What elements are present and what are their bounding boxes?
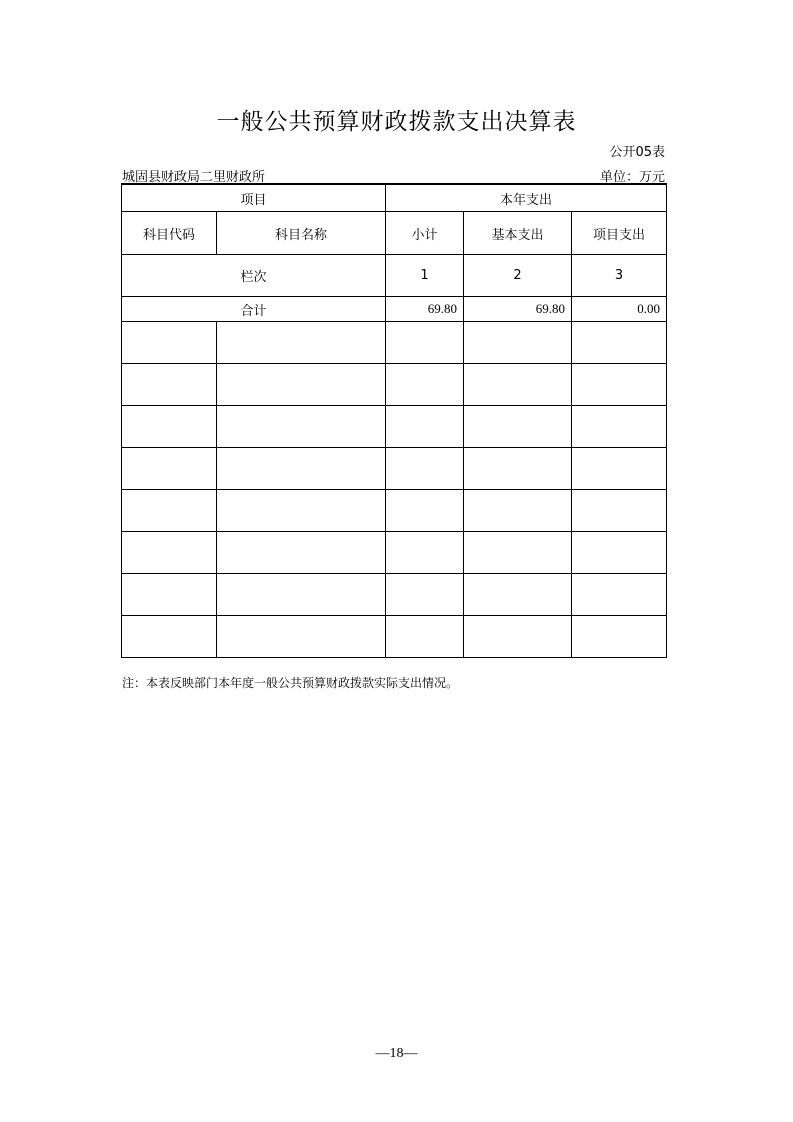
table-row: [122, 448, 667, 490]
table-cell: [217, 574, 386, 616]
table-cell: [386, 406, 464, 448]
table-cell: [464, 574, 572, 616]
column-number-2: 2: [464, 255, 572, 297]
header-project-expense: 项目支出: [572, 212, 667, 255]
expense-table: [121, 183, 667, 658]
header-row-2: [122, 212, 667, 255]
total-basic-expense: 69.80: [464, 297, 572, 322]
table-cell: [464, 616, 572, 658]
table-cell: [464, 322, 572, 364]
table-row: [122, 532, 667, 574]
table-row: [122, 322, 667, 364]
table-cell: [386, 322, 464, 364]
table-cell: [464, 448, 572, 490]
table-cell: [572, 364, 667, 406]
column-number-3: 3: [572, 255, 667, 297]
total-project-expense: 0.00: [572, 297, 667, 322]
table-row: [122, 490, 667, 532]
table-cell: [572, 406, 667, 448]
header-row-1: [122, 184, 667, 212]
table-cell: [122, 532, 217, 574]
table-cell: [217, 490, 386, 532]
table-cell: [122, 574, 217, 616]
table-cell: [386, 574, 464, 616]
table-cell: [464, 406, 572, 448]
table-cell: [217, 322, 386, 364]
table-cell: [572, 448, 667, 490]
page-number: —18—: [375, 1046, 418, 1061]
header-subtotal: 小计: [386, 212, 464, 255]
table-cell: [217, 616, 386, 658]
unit-label: 单位：万元: [599, 170, 665, 185]
column-number-1: 1: [386, 255, 464, 297]
total-subtotal: 69.80: [386, 297, 464, 322]
header-current-year-expense: 本年支出: [386, 184, 667, 212]
table-cell: [572, 532, 667, 574]
table-cell: [572, 490, 667, 532]
table-row: [122, 574, 667, 616]
table-cell: [464, 490, 572, 532]
table-cell: [386, 448, 464, 490]
header-subject-code: 科目代码: [122, 212, 217, 255]
table-cell: [572, 616, 667, 658]
table-row: [122, 364, 667, 406]
table-row: [122, 616, 667, 658]
table-cell: [386, 364, 464, 406]
table-cell: [572, 322, 667, 364]
table-cell: [386, 490, 464, 532]
table-cell: [122, 616, 217, 658]
table-cell: [464, 364, 572, 406]
page-title: 一般公共预算财政拨款支出决算表: [216, 109, 577, 135]
table-cell: [122, 322, 217, 364]
column-number-label: 栏次: [122, 255, 386, 297]
table-row: [122, 406, 667, 448]
table-cell: [122, 490, 217, 532]
table-cell: [122, 364, 217, 406]
total-row: [122, 297, 667, 322]
form-number: 公开05表: [609, 145, 665, 160]
table-cell: [217, 532, 386, 574]
table-cell: [386, 616, 464, 658]
table-cell: [386, 532, 464, 574]
table-cell: [217, 364, 386, 406]
total-label: 合计: [122, 297, 386, 322]
header-basic-expense: 基本支出: [464, 212, 572, 255]
footnote: 注：本表反映部门本年度一般公共预算财政拨款实际支出情况。: [122, 676, 459, 690]
header-subject-name: 科目名称: [217, 212, 386, 255]
table-cell: [217, 448, 386, 490]
column-number-row: [122, 255, 667, 297]
table-cell: [122, 406, 217, 448]
header-project: 项目: [122, 184, 386, 212]
table-cell: [464, 532, 572, 574]
table-cell: [217, 406, 386, 448]
table-cell: [572, 574, 667, 616]
table-cell: [122, 448, 217, 490]
organization-name: 城固县财政局二里财政所: [122, 170, 266, 185]
